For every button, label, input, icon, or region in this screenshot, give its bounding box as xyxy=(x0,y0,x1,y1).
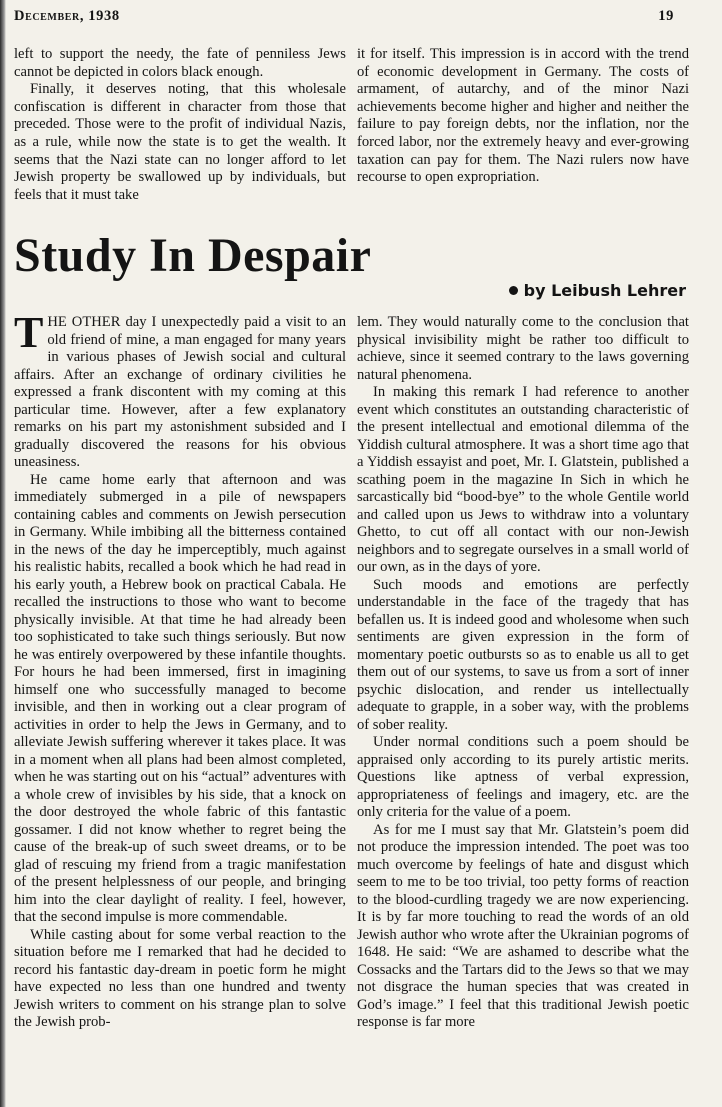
byline xyxy=(509,281,686,300)
paragraph: Finally, it deserves noting, that this wholesale confiscation is different in character from those that preceded. Those were to the profit of individual Nazis, as a rule, while now the state is to get the wealth. It seems that the Nazi state can no longer afford to let Jewish property be swallowed up by individuals, but feels that it must take xyxy=(14,81,346,203)
article-right-column xyxy=(357,314,689,1032)
lead-text: HE OTHER day I unexpectedly paid a visit to an old friend of mine, a man engaged for many years in various phases of Jewish social and cultural affairs. After an exchange of ordinary civilities he expressed a frank discontent with my coming at this particular time. However, after a few explanatory remarks on his part my astonishment subsided and I gradually discovered the reasons for his obvious uneasiness. xyxy=(14,314,346,470)
previous-article-right-column xyxy=(357,46,689,187)
paragraph: He came home early that afternoon and was immediately submerged in a pile of newspapers containing cables and comments on Jewish persecution in Germany. While imbibing all the bitterness contained in the news of the day he imperceptibly, much against his realistic habits, recalled a book which he had read in his early youth, a Hebrew book on practical Cabala. He recalled the instructions to those who want to become physically invisible. At that time he had already been too sophisticated to take such things seriously. But now he was entirely overpowered by these infantile thoughts. For hours he had been immersed, first in imagining himself one who successfully managed to become invisible, and then in working out a clear program of activities in order to help the Jews in Germany, and to alleviate Jewish suffering wherever it takes place. It was in a moment when all plans had been almost completed, when he was starting out on his “actual” adventures with a whole crew of invisibles by his side, that a knock on the door destroyed the whole fabric of this fantastic gossamer. I did not know whether to regret being the cause of the break-up of such sweet dreams, or to be glad of rescuing my friend from a tragic manifestation of the present helplessness of our people, and bringing him into the clear daylight of reality. I feel, however, that the second impulse is more commendable. xyxy=(14,471,346,925)
page-number: 19 xyxy=(658,8,674,24)
paragraph: Under normal conditions such a poem should be appraised only according to its purely artistic merits. Questions like aptness of verbal expression, appropriateness of feelings and imagery, etc. are the only criteria for the value of a poem. xyxy=(357,734,689,820)
article-left-column xyxy=(14,308,346,1032)
paragraph: As for me I must say that Mr. Glatstein’s poem did not produce the impression intended. The poet was too much overcome by feelings of hate and disgust which seem to me to be too trivial, too petty forms of reaction to the blood-curdling tragedy we are now experiencing. It is by far more touching to read the words of an old Jewish author who wrote after the Ukrainian pogroms of 1648. He said: “We are ashamed to describe what the Cossacks and the Tartars did to the Jews so that we may not disgrace the human species that was created in God’s image.” I feel that this traditional Jewish poetic response is far more xyxy=(357,821,689,1030)
previous-article-left-column xyxy=(14,46,346,204)
issue-date: December, 1938 xyxy=(14,8,120,24)
paragraph: While casting about for some verbal reaction to the situation before me I remarked that had he decided to record his fantastic day-dream in poetic form he might have expected no less than one hundred and twenty Jewish writers to comment on his strange plan to solve the Jewish prob- xyxy=(14,926,346,1030)
lead-paragraph xyxy=(14,308,346,472)
paragraph: it for itself. This impression is in accord with the trend of economic development in Germany. The costs of armament, of autarchy, and of the minor Nazi achievements become higher and higher and neither the failure to pay foreign debts, nor the inflation, nor the forced labor, nor the extremely heavy and ever-growing taxation can pay for them. The Nazi rulers now have recourse to open expropriation. xyxy=(357,46,689,186)
page-spine-shadow xyxy=(0,0,6,1107)
paragraph: left to support the needy, the fate of penniless Jews cannot be depicted in colors black enough. xyxy=(14,46,346,80)
article-title: Study In Despair xyxy=(14,229,372,282)
paragraph: Such moods and emotions are perfectly understandable in the face of the tragedy that has befallen us. It is indeed good and wholesome when such sentiments are given expression in the form of momentary poetic outbursts so as to enable us all to get them out of our systems, to save us from a sort of inner psychic dislocation, and render us intellectually adequate to grapple, in a sober way, with the problems of sober reality. xyxy=(357,576,689,733)
paragraph: In making this remark I had reference to another event which constitutes an outstanding characteristic of the present intellectual and emotional dilemma of the Yiddish cultural atmosphere. It was a short time ago that a Yiddish essayist and poet, Mr. I. Glatstein, published a scathing poem in the magazine In Sich in which he sarcastically bid “bood-bye” to the whole Gentile world and called upon us Jews to withdraw into a voluntary Ghetto, to cut off all contact with our non-Jewish neighbors and to segregate ourselves in a small world of our own, as in the days of yore. xyxy=(357,384,689,575)
paragraph: lem. They would naturally come to the conclusion that physical invisibility might be rather too difficult to achieve, since it seemed contrary to the laws governing natural phenomena. xyxy=(357,314,689,383)
bullet-icon xyxy=(509,286,518,295)
author: by Leibush Lehrer xyxy=(523,281,686,300)
drop-cap: T xyxy=(14,308,44,357)
running-head xyxy=(14,8,674,25)
